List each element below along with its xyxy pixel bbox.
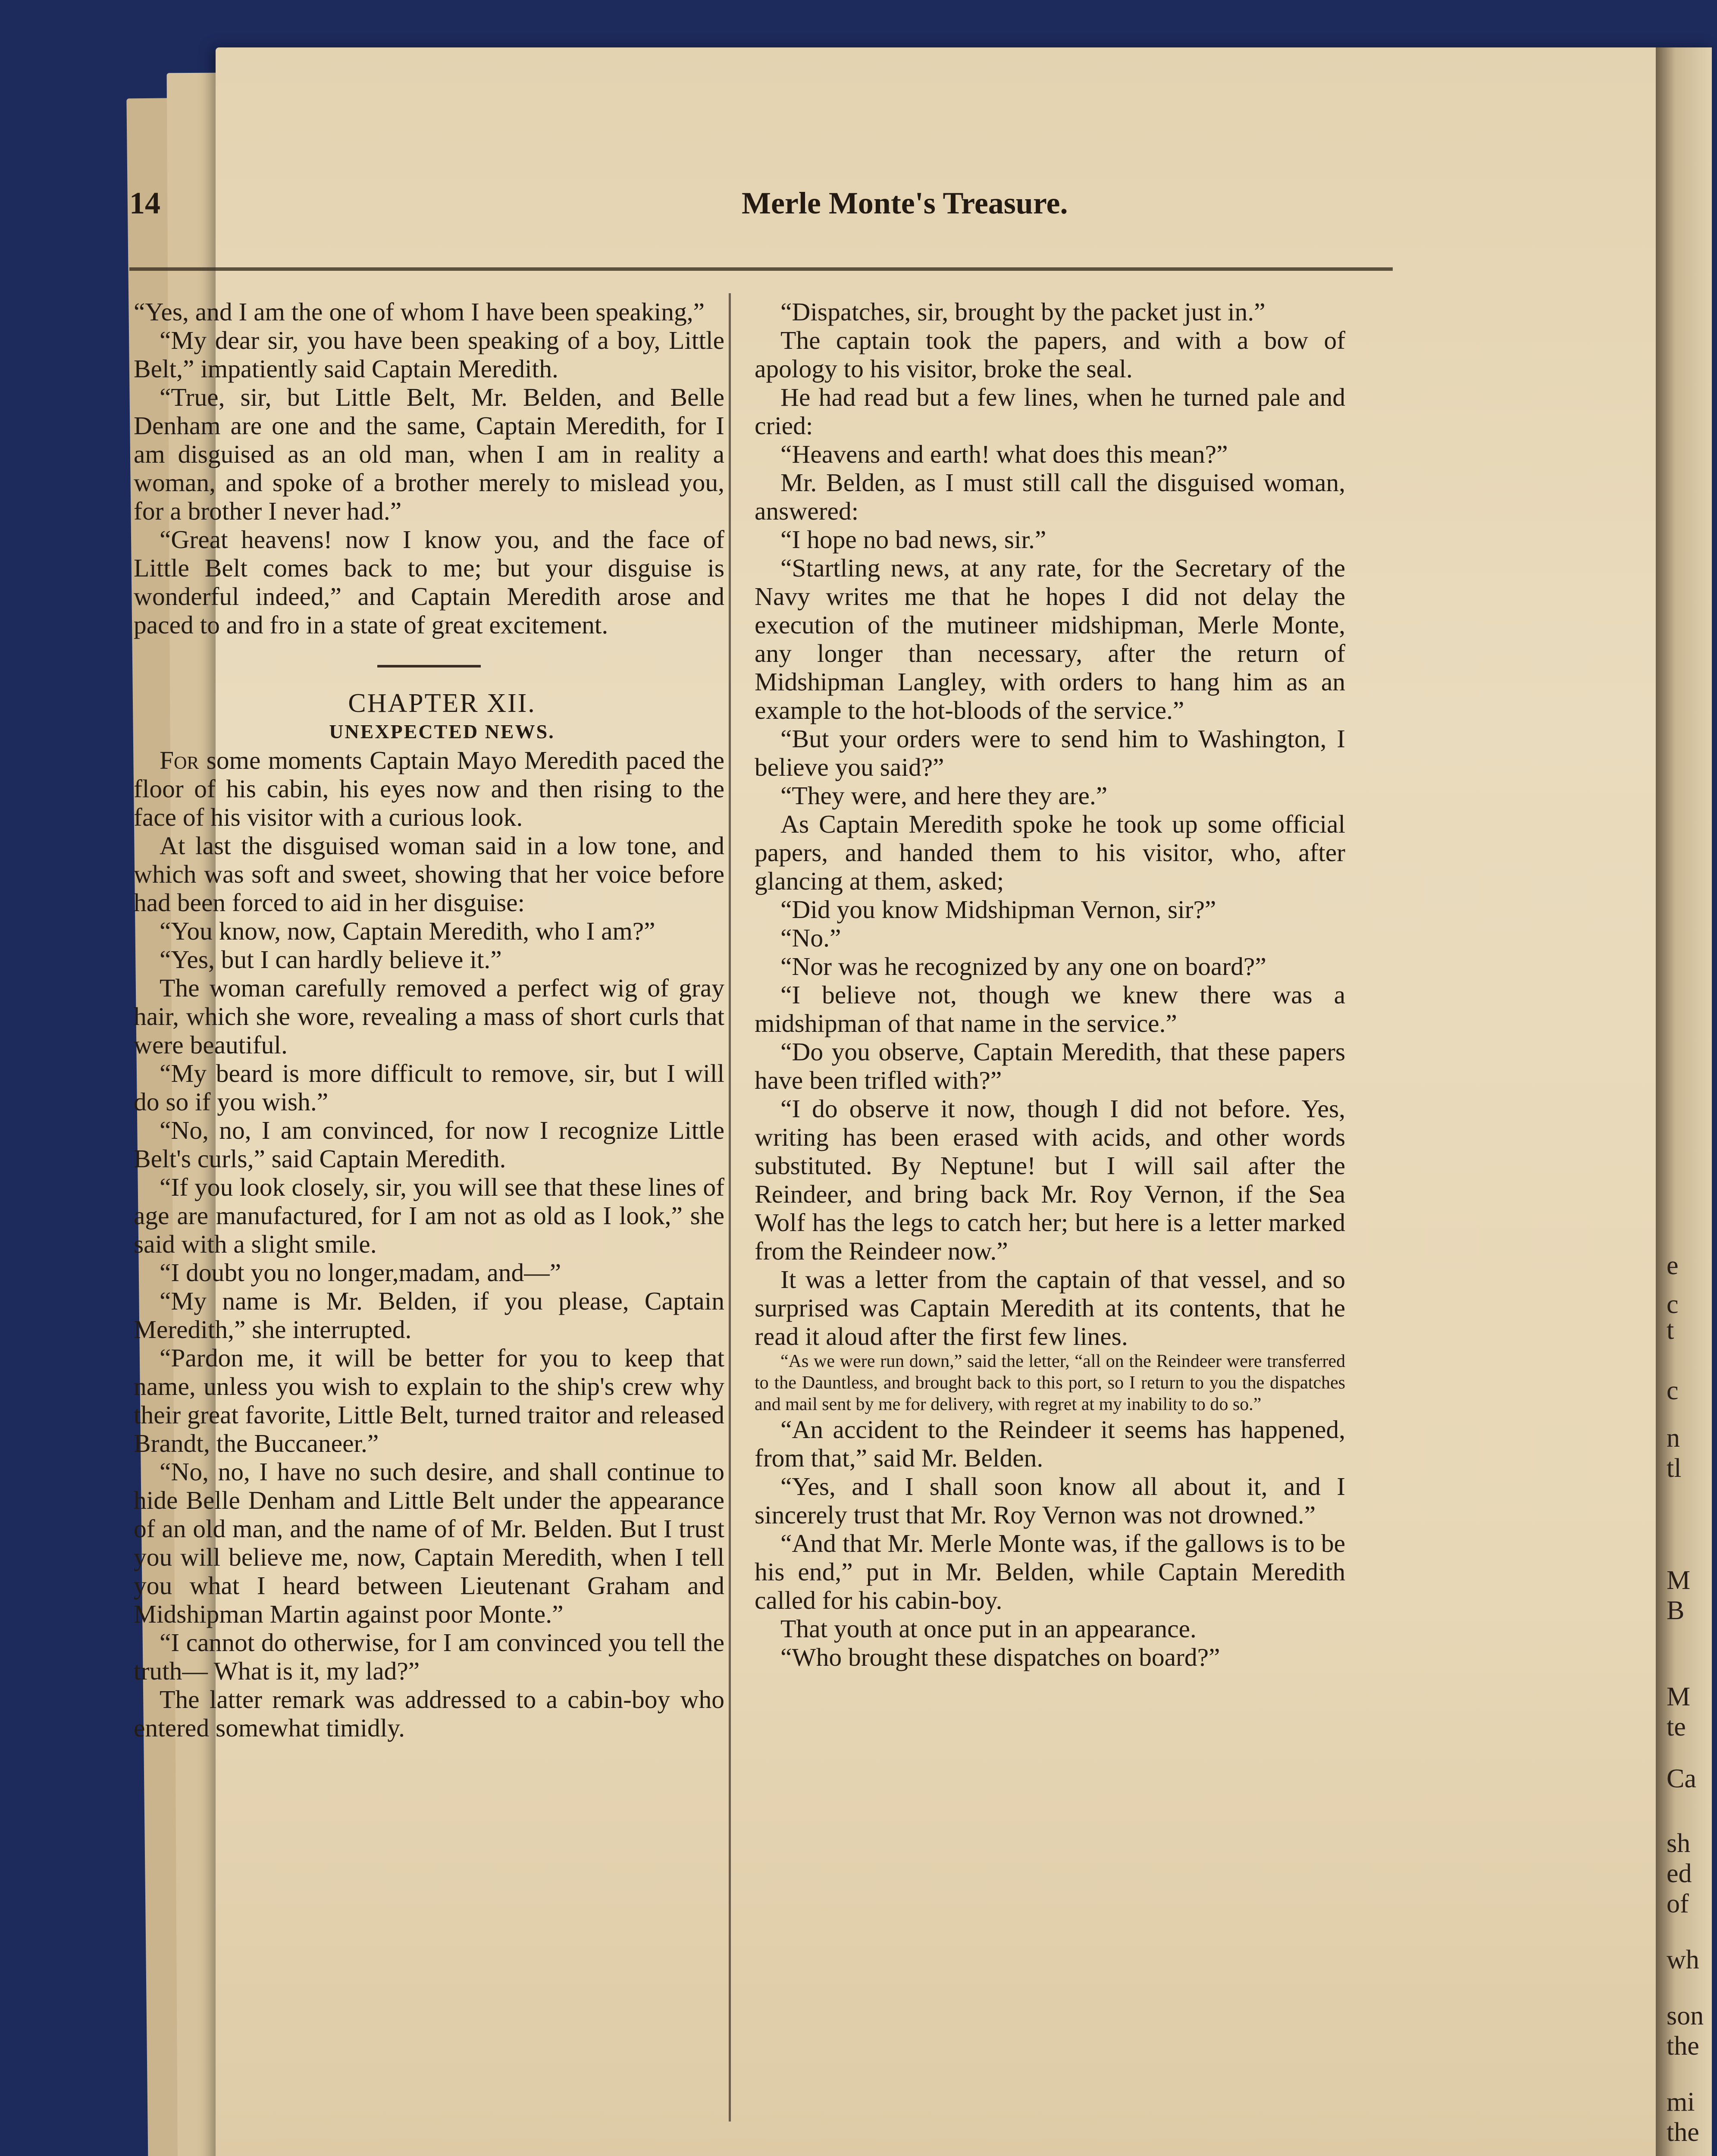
right-column (755, 298, 1345, 1671)
paragraph: “Great heavens! now I know you, and the face of Little Belt comes back to me; but your disguise is wonderful indeed,” and Captain Meredith arose and paced to and fro in a state of great excitement. (134, 525, 724, 639)
next-page-fragment: sh (1667, 1829, 1691, 1858)
opening-text: some moments Captain Mayo Meredith paced the floor of his cabin, his eyes now and then rising to the face of his visitor with a curious look. (134, 746, 724, 831)
next-page-fragment: c (1667, 1290, 1679, 1319)
paragraph: “Dispatches, sir, brought by the packet just in.” (780, 298, 1266, 326)
paragraph: Mr. Belden, as I must still call the disguised woman, answered: (755, 468, 1345, 525)
paragraph: “I doubt you no longer,madam, and—” (160, 1258, 561, 1287)
chapter-rule (377, 665, 481, 667)
paragraph: “Do you observe, Captain Meredith, that these papers have been trifled with?” (755, 1037, 1345, 1094)
paragraph: “But your orders were to send him to Washington, I believe you said?” (755, 724, 1345, 781)
next-page-fragment: of (1667, 1889, 1689, 1918)
paragraph: “Did you know Midshipman Vernon, sir?” (780, 895, 1216, 924)
paragraph: “No.” (780, 924, 841, 952)
paragraph: The captain took the papers, and with a bow of apology to his visitor, broke the seal. (755, 326, 1345, 383)
page-header (129, 172, 1501, 250)
header-rule (129, 267, 1393, 271)
paragraph: “My beard is more difficult to remove, sir, but I will do so if you wish.” (134, 1059, 724, 1116)
paragraph: “If you look closely, sir, you will see that these lines of age are manufactured, for I am not as old as I look,” she said with a slight smile. (134, 1173, 724, 1258)
paragraph: “My name is Mr. Belden, if you please, Captain Meredith,” she interrupted. (134, 1287, 724, 1344)
chapter-subtitle: UNEXPECTED NEWS. (329, 721, 555, 743)
paragraph: “No, no, I have no such desire, and shall continue to hide Belle Denham and Little Belt under the appearance of an old man, and the name of of Mr. Belden. But I trust you will believe me, now, Captain Meredith, when I tell you what I heard between Lieutenant Graham and Midshipman Martin against poor Monte.” (134, 1457, 724, 1628)
paragraph: He had read but a few lines, when he turned pale and cried: (755, 383, 1345, 440)
next-page-fragment: c (1667, 1376, 1679, 1405)
paragraph: The latter remark was addressed to a cabin-boy who entered somewhat timidly. (134, 1685, 724, 1742)
paragraph: “My dear sir, you have been speaking of a boy, Little Belt,” impatiently said Captain Meredith. (134, 326, 724, 383)
opening-paragraph (134, 746, 724, 831)
running-title: Merle Monte's Treasure. (742, 186, 1068, 220)
paragraph: “And that Mr. Merle Monte was, if the gallows is to be his end,” put in Mr. Belden, while Captain Meredith called for his cabin-boy. (755, 1529, 1345, 1614)
paragraph: “Heavens and earth! what does this mean?” (780, 440, 1228, 468)
paragraph: “Nor was he recognized by any one on board?” (780, 952, 1266, 981)
chapter-title: CHAPTER XII. (348, 689, 536, 718)
next-page-fragment: the (1667, 2118, 1699, 2147)
next-page-fragment: B (1667, 1596, 1685, 1625)
next-page-fragment: son (1667, 2001, 1704, 2031)
paragraph: It was a letter from the captain of that vessel, and so surprised was Captain Meredith at its contents, that he read it aloud after the first few lines. (755, 1265, 1345, 1351)
paragraph: As Captain Meredith spoke he took up some official papers, and handed them to his visitor, who, after glancing at them, asked; (755, 810, 1345, 895)
paragraph: “Pardon me, it will be better for you to keep that name, unless you wish to explain to the ship's crew why their great favorite, Little Belt, turned traitor and released Brandt, the Buccaneer.” (134, 1344, 724, 1457)
next-page-fragment: te (1667, 1712, 1686, 1742)
paragraph: “I hope no bad news, sir.” (780, 525, 1046, 554)
next-page-fragment: t (1667, 1316, 1674, 1345)
column-rule (729, 293, 731, 2122)
next-page-fragment: M (1667, 1566, 1691, 1595)
paragraph: “I believe not, though we knew there was a midshipman of that name in the service.” (755, 981, 1345, 1037)
next-page-fragment: ed (1667, 1859, 1692, 1888)
paragraph: “They were, and here they are.” (780, 781, 1108, 810)
paragraph: “No, no, I am convinced, for now I recognize Little Belt's curls,” said Captain Meredith. (134, 1116, 724, 1173)
next-page-fragment: mi (1667, 2087, 1695, 2117)
next-page-fragment: wh (1667, 1945, 1699, 1974)
paragraph: The woman carefully removed a perfect wig of gray hair, which she wore, revealing a mass of short curls that were beautiful. (134, 974, 724, 1059)
paragraph: “True, sir, but Little Belt, Mr. Belden, and Belle Denham are one and the same, Captain Meredith, for I am disguised as an old man, when I am in reality a woman, and spoke of a brother merely to mislead you, for a brother I never had.” (134, 383, 724, 525)
next-page-fragment: Ca (1667, 1764, 1696, 1793)
left-column (134, 298, 724, 1742)
paragraph: “Who brought these dispatches on board?” (780, 1643, 1220, 1671)
paragraph: “Yes, and I shall soon know all about it, and I sincerely trust that Mr. Roy Vernon was not drowned.” (755, 1472, 1345, 1529)
paragraph: At last the disguised woman said in a low tone, and which was soft and sweet, showing that her voice before had been forced to aid in her disguise: (134, 831, 724, 917)
paragraph: That youth at once put in an appearance. (780, 1614, 1197, 1643)
next-page-fragment: the (1667, 2031, 1699, 2061)
opening-word: For (160, 746, 199, 774)
next-page-fragment: tl (1667, 1454, 1682, 1483)
paragraph: “I do observe it now, though I did not before. Yes, writing has been erased with acids, and other words substituted. By Neptune! but I will sail after the Reindeer, and bring back Mr. Roy Vernon, if the Sea Wolf has the legs to catch her; but here is a letter marked from the Reindeer now.” (755, 1094, 1345, 1265)
next-page-fragment: n (1667, 1423, 1680, 1453)
quoted-letter: “As we were run down,” said the letter, “all on the Reindeer were transferred to the Dauntless, and brought back to this port, so I return to you the dispatches and mail sent by me for delivery, with regret at my inability to do so.” (755, 1351, 1345, 1414)
next-page-fragment: e (1667, 1251, 1679, 1280)
paragraph: “I cannot do otherwise, for I am convinced you tell the truth— What is it, my lad?” (134, 1628, 724, 1685)
paragraph: “Yes, but I can hardly believe it.” (160, 945, 502, 974)
paragraph: “Startling news, at any rate, for the Secretary of the Navy writes me that he hopes I did not delay the execution of the mutineer midshipman, Merle Monte, any longer than necessary, after the return of Midshipman Langley, with orders to hang him as an example to the hot-bloods of the service.” (755, 554, 1345, 724)
next-page-fragment: M (1667, 1682, 1691, 1711)
paragraph: “An accident to the Reindeer it seems has happened, from that,” said Mr. Belden. (755, 1415, 1345, 1472)
paragraph: “You know, now, Captain Meredith, who I am?” (160, 917, 655, 945)
page-number: 14 (129, 186, 160, 220)
paragraph: “Yes, and I am the one of whom I have been speaking,” (134, 298, 705, 326)
